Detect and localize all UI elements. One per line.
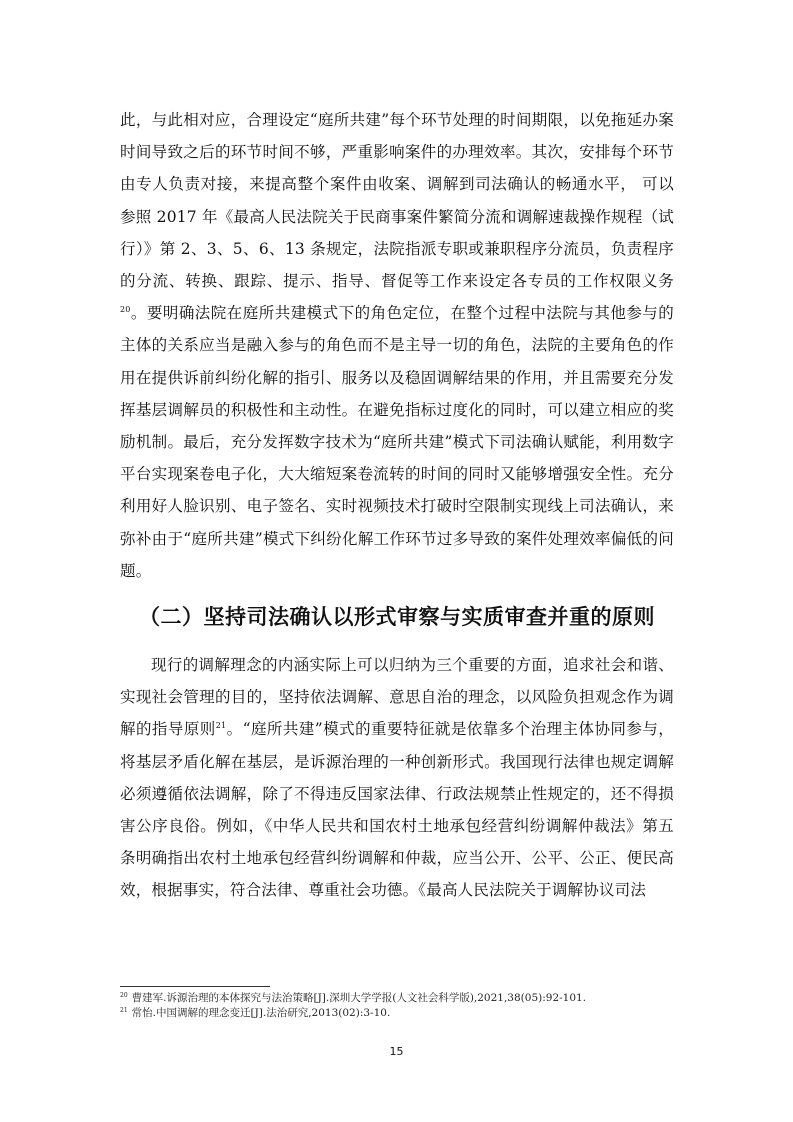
footnote-ref[interactable]: 21: [215, 721, 227, 731]
footnote-item: [120, 991, 674, 1006]
footnote-text: 曹建军.诉源治理的本体探究与法治策略[J].深圳大学学报(人文社会科学版),2021,38(05):92-101.: [131, 992, 587, 1004]
footnote-ref[interactable]: 20: [120, 305, 131, 315]
footnote-divider: [120, 986, 270, 987]
footnote-number: 20: [120, 991, 128, 999]
paragraph-text: 现行的调解理念的内涵实际上可以归纳为三个重要的方面，追求社会和谐、实现社会管理的目的，坚持依法调解、意思自治的理念，以风险负担观念作为调解的指导原则: [120, 656, 674, 739]
paragraph-text: 。“庭所共建”模式的重要特征就是依靠多个治理主体协同参与，将基层矛盾化解在基层，是诉源治理的一种创新形式。我国现行法律也规定调解必须遵循依法调解，除了不得违反国家法律、行政法规禁止性规定的，还不得损害公序良俗。例如，《中华人民共和国农村土地承包经营纠纷调解仲裁法》第五条明确指出农村土地承包经营纠纷调解和仲裁，应当公开、公平、公正、便民高效，根据事实，符合法律、尊重社会功德。《最高人民法院关于调解协议司法: [120, 720, 675, 900]
paragraph-text: 。要明确法院在庭所共建模式下的角色定位，在整个过程中法院与其他参与的主体的关系应当是融入参与的角色而不是主导一切的角色，法院的主要角色的作用在提供诉前纠纷化解的指引、服务以及稳固调解结果的作用，并且需要充分发挥基层调解员的积极性和主动性。在避免指标过度化的同时，可以建立相应的奖励机制。最后，充分发挥数字技术为“庭所共建”模式下司法确认赋能，利用数字平台实现案卷电子化，大大缩短案卷流转的时间的同时又能够增强安全性。充分利用好人脸识别、电子签名、实时视频技术打破时空限制实现线上司法确认，来弥补由于“庭所共建”模式下纠纷化解工作环节过多导致的案件处理效率偏低的问题。: [120, 304, 674, 580]
footnote-text: 常怡.中国调解的理念变迁[J].法治研究,2013(02):3-10.: [131, 1007, 391, 1019]
paragraph-continued: [120, 104, 674, 587]
paragraph-text: 此，与此相对应，合理设定“庭所共建”每个环节处理的时间期限，以免拖延办案时间导致之后的环节时间不够，严重影响案件的办理效率。其次，安排每个环节由专人负责对接，来提高整个案件由收案、调解到司法确认的畅通水平， 可以参照 2017 年《最高人民法院关于民商事案件繁简分流和调解速裁操作规程（试行）》第 2、3、5、6、13 条规定，法院指派专职或兼职程序分流员，负责程序的分流、转换、跟踪、提示、指导、督促等工作来设定各专员的工作权限义务: [120, 111, 674, 291]
footnotes: [120, 991, 674, 1021]
footnote-item: [120, 1006, 674, 1021]
body-text: [120, 104, 674, 907]
paragraph: [120, 649, 674, 907]
footnote-number: 21: [120, 1006, 128, 1014]
page-number: 15: [389, 1045, 404, 1058]
section-heading: （二）坚持司法确认以形式审察与实质审查并重的原则: [139, 605, 655, 630]
